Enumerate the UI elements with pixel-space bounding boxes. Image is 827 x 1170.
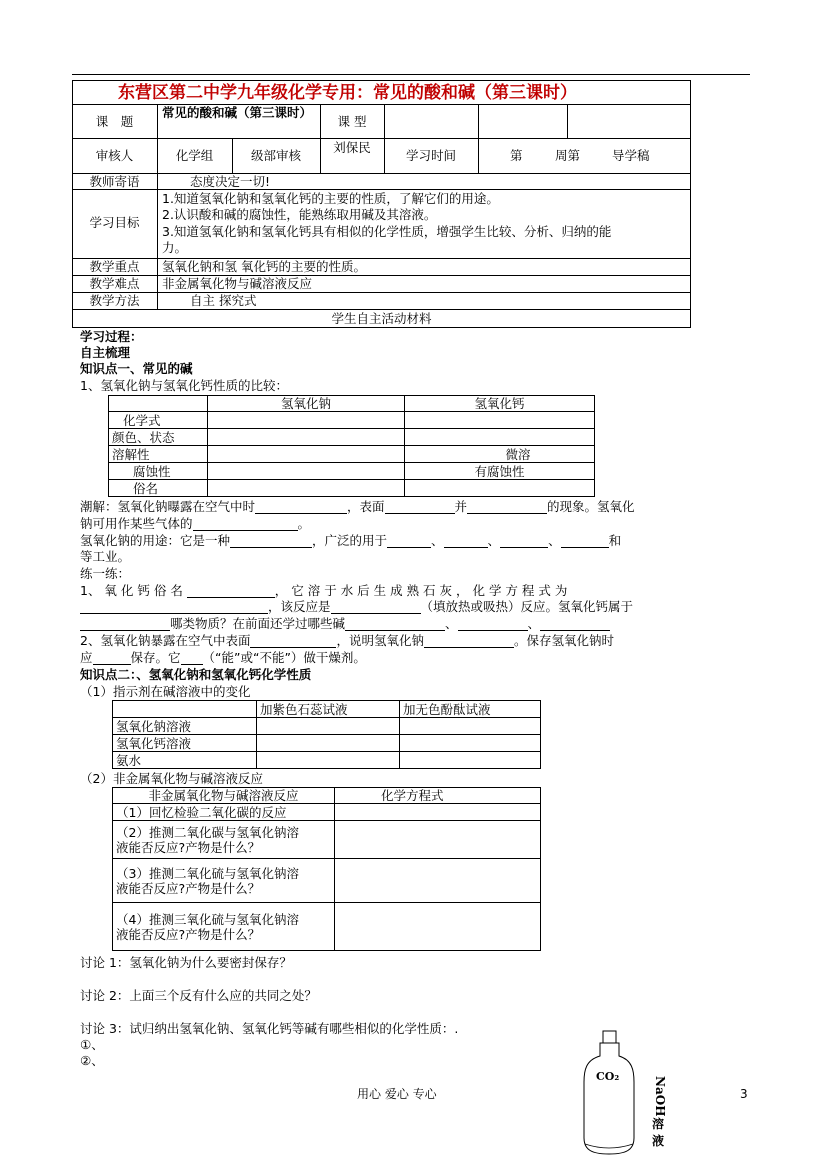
blank-storage[interactable]	[93, 652, 131, 665]
cell-caoh2-color[interactable]	[405, 429, 595, 446]
cell-naoh-color[interactable]	[208, 429, 405, 446]
discussion-2: 讨论 2：上面三个反有什么应的共同之处？	[80, 988, 317, 1003]
col-equation: 化学方程式	[335, 788, 541, 804]
cell-caoh2-corrosive: 有腐蚀性	[405, 463, 595, 480]
cell-caoh2-formula[interactable]	[405, 412, 595, 429]
cell-equation-1[interactable]	[335, 804, 541, 821]
indicator-table	[112, 700, 541, 769]
blank-base-3[interactable]	[540, 618, 610, 631]
footer-motto: 用心 爱心 专心	[357, 1087, 437, 1101]
blank-can[interactable]	[181, 652, 203, 665]
row-naoh-solution: 氢氧化钠溶液	[113, 718, 257, 735]
label-key-point: 教学重点	[89, 259, 140, 274]
cell-naoh-formula[interactable]	[208, 412, 405, 429]
blank-base-2[interactable]	[458, 618, 528, 631]
practice-1-line-3: 哪类物质？在前面还学过哪些碱 、 、	[80, 616, 610, 631]
grade-review-value: 刘保民	[333, 140, 371, 155]
blank-use-type[interactable]	[230, 535, 312, 548]
uses-line-1: 氢氧化钠的用途：它是一种 ，广泛的用于 、 、 、 和	[80, 533, 622, 548]
goal-3-cont: 力。	[162, 240, 188, 255]
method: 自主 探究式	[190, 293, 257, 308]
blank-cao-name[interactable]	[187, 585, 275, 598]
naoh-label-liquid: 液	[652, 1134, 665, 1148]
col-litmus: 加紫色石蕊试液	[257, 701, 400, 718]
blank-deliq-2[interactable]	[385, 501, 455, 514]
cell-caoh2-litmus[interactable]	[257, 735, 400, 752]
comparison-table	[108, 395, 595, 497]
bottle-outline	[584, 1043, 634, 1154]
discussion-3: 讨论 3：试归纳出氢氧化钠、氢氧化钙等碱有哪些相似的化学性质：.	[80, 1021, 459, 1036]
row-co2-test: （1）回忆检验二氧化碳的反应	[113, 804, 335, 821]
property-1: ①、	[80, 1037, 104, 1052]
study-week-label: 第	[510, 148, 523, 163]
cell-naoh-solubility[interactable]	[208, 446, 405, 463]
cell-caoh2-solubility: 微溶	[405, 446, 595, 463]
key-point: 氢氧化钠和氢 氧化钙的主要的性质。	[162, 259, 366, 274]
goal-3: 3.知道氢氧化钠和氢氧化钙具有相似的化学性质，增强学生比较、分析、归纳的能	[162, 224, 612, 239]
practice-1-line-1: 1、 氧 化 钙 俗 名 ， 它 溶 于 水 后 生 成 熟 石 灰 ， 化 学 方 程 式 为	[80, 583, 568, 598]
label-type: 课 型	[337, 114, 367, 129]
row-solubility: 溶解性	[109, 446, 208, 463]
col-reaction: 非金属氧化物与碱溶液反应	[113, 788, 335, 804]
row-formula: 化学式	[109, 412, 208, 429]
co2-label: CO₂	[596, 1070, 620, 1083]
topic-value: 常见的酸和碱（第三课时）	[162, 105, 313, 120]
row-caoh2-solution: 氢氧化钙溶液	[113, 735, 257, 752]
cell-equation-3[interactable]	[335, 859, 541, 903]
blank-equation[interactable]	[80, 601, 268, 614]
row-corrosive: 腐蚀性	[109, 463, 208, 480]
bottle-stopper	[603, 1031, 616, 1043]
naoh-label: NaOH	[653, 1076, 667, 1117]
blank-use-2[interactable]	[444, 535, 488, 548]
label-goals: 学习目标	[89, 215, 140, 230]
question-1: 1、氢氧化钠与氢氧化钙性质的比较：	[80, 378, 288, 393]
goal-1: 1.知道氢氧化钠和氢氧化钙的主要的性质，了解它们的用途。	[162, 191, 499, 206]
row-so2-naoh: （3）推测二氧化硫与氢氧化钠溶 液能否反应?产物是什么？	[113, 859, 335, 903]
row-common-name: 俗名	[109, 480, 208, 497]
cell-equation-4[interactable]	[335, 903, 541, 951]
goal-2: 2.认识酸和碱的腐蚀性，能熟练取用碱及其溶液。	[162, 207, 437, 222]
material-heading: 学生自主活动材料	[331, 311, 432, 326]
practice-1-line-2: ，该反应是 （填放热或吸热）反应。氢氧化钙属于	[80, 599, 633, 614]
col-caoh2: 氢氧化钙	[405, 396, 595, 412]
blank-class[interactable]	[80, 618, 170, 631]
top-rule	[72, 74, 750, 75]
cell-naoh-phenol[interactable]	[400, 718, 541, 735]
knowledge-1-heading: 知识点一、常见的碱	[80, 361, 193, 376]
label-grade-review: 级部审核	[250, 148, 301, 163]
label-study-time: 学习时间	[405, 148, 456, 163]
oxide-table	[112, 787, 541, 951]
blank-deliq-3[interactable]	[467, 501, 547, 514]
page-number: 3	[740, 1087, 748, 1101]
cell-ammonia-litmus[interactable]	[257, 752, 400, 769]
row-co2-naoh: （2）推测二氧化碳与氢氧化钠溶 液能否反应?产物是什么？	[113, 821, 335, 859]
review-heading: 自主梳理	[80, 345, 131, 360]
blank-property[interactable]	[424, 635, 514, 648]
blank-use-4[interactable]	[561, 535, 609, 548]
naoh-label-solution: 溶	[652, 1117, 665, 1131]
blank-gas[interactable]	[193, 518, 298, 531]
section-oxide: （2）非金属氧化物与碱溶液反应	[80, 771, 263, 786]
practice-heading: 练一练：	[80, 566, 131, 581]
col-phenolphthalein: 加无色酚酞试液	[400, 701, 541, 718]
page-title: 东营区第二中学九年级化学专用：常见的酸和碱（第三课时）	[118, 83, 577, 103]
uses-line-2: 等工业。	[80, 549, 131, 564]
col-naoh: 氢氧化钠	[208, 396, 405, 412]
cell-naoh-name[interactable]	[208, 480, 405, 497]
discussion-1: 讨论 1：氢氧化钠为什么要密封保存？	[80, 955, 292, 970]
cell-naoh-litmus[interactable]	[257, 718, 400, 735]
cell-caoh2-name[interactable]	[405, 480, 595, 497]
deliquescence-line-1: 潮解：氢氧化钠曝露在空气中时 ，表面 并 的现象。氢氧化	[80, 499, 635, 514]
label-reviewer: 审核人	[95, 148, 134, 163]
cell-naoh-corrosive[interactable]	[208, 463, 405, 480]
blank-use-3[interactable]	[500, 535, 548, 548]
reviewer-value: 化学组	[175, 148, 214, 163]
difficulty: 非金属氧化物与碱溶液反应	[162, 276, 313, 291]
solution-surface	[585, 1144, 633, 1148]
cell-ammonia-phenol[interactable]	[400, 752, 541, 769]
blank-heat[interactable]	[331, 601, 421, 614]
deliquescence-line-2: 钠可用作某些气体的 。	[80, 516, 311, 531]
property-2: ②、	[80, 1053, 104, 1068]
label-topic: 课 题	[95, 114, 134, 129]
row-ammonia: 氨水	[113, 752, 257, 769]
knowledge-2-heading: 知识点二：、氢氧化钠和氢氧化钙化学性质	[80, 667, 312, 682]
practice-2-line-2: 应 保存。它 （“能”或“不能”）做干燥剂。	[80, 650, 366, 665]
label-method: 教学方法	[89, 293, 140, 308]
process-heading: 学习过程：	[80, 329, 143, 344]
guide-label: 导学稿	[612, 148, 650, 163]
cell-equation-2[interactable]	[335, 821, 541, 859]
frame-right	[690, 80, 691, 328]
label-difficulty: 教学难点	[89, 276, 140, 291]
row-so3-naoh: （4）推测三氧化硫与氢氧化钠溶 液能否反应?产物是什么？	[113, 903, 335, 951]
blank-deliq-1[interactable]	[255, 501, 347, 514]
blank-base-1[interactable]	[345, 618, 445, 631]
cell-caoh2-phenol[interactable]	[400, 735, 541, 752]
section-indicator: （1）指示剂在碱溶液中的变化	[80, 684, 251, 699]
blank-use-1[interactable]	[387, 535, 431, 548]
label-teacher-message: 教师寄语	[89, 174, 140, 189]
teacher-message: 态度决定一切!	[190, 174, 271, 189]
row-color: 颜色、状态	[109, 429, 208, 446]
practice-2-line-1: 2、氢氧化钠暴露在空气中表面 ，说明氢氧化钠 。保存氢氧化钠时	[80, 633, 614, 648]
blank-surface[interactable]	[250, 635, 336, 648]
study-day-label: 周第	[555, 148, 581, 163]
